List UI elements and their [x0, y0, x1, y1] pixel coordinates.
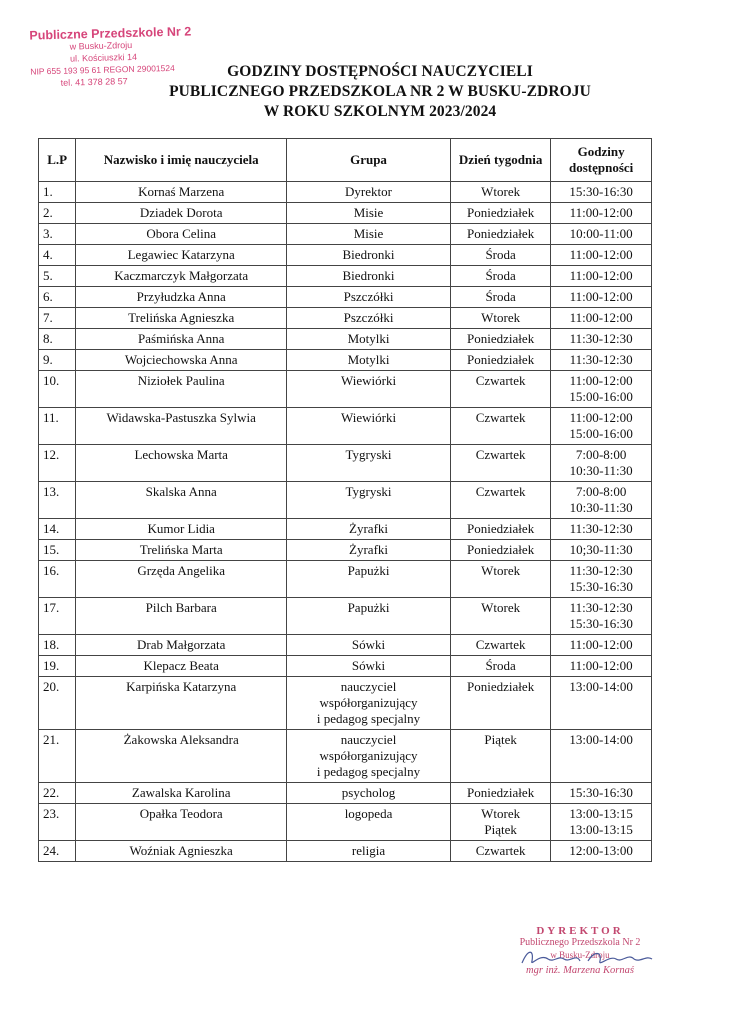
row-group [287, 329, 451, 350]
row-group [287, 561, 451, 598]
row-lp: 13. [39, 482, 76, 519]
row-group-line: i pedagog specjalny [316, 764, 421, 779]
header-lp: L.P [39, 139, 76, 182]
row-group-line: Papużki [347, 600, 390, 615]
row-group-line: współorganizujący [319, 748, 418, 763]
row-weekday [450, 371, 550, 408]
row-hours [551, 182, 652, 203]
row-hours-line: 11:00-12:00 [569, 658, 633, 673]
table-row [39, 598, 652, 635]
row-teacher-name: Przyłudzka Anna [76, 287, 287, 308]
row-hours-line: 12:00-13:00 [569, 843, 633, 858]
row-teacher-name: Grzęda Angelika [76, 561, 287, 598]
row-hours-line: 11:00-12:00 [569, 373, 633, 388]
row-hours-line: 13:00-14:00 [569, 732, 633, 747]
row-weekday [450, 245, 550, 266]
row-weekday [450, 266, 550, 287]
row-hours-line: 15:00-16:00 [569, 426, 633, 441]
row-hours [551, 266, 652, 287]
row-weekday-line: Poniedziałek [467, 331, 535, 346]
table-row [39, 182, 652, 203]
row-teacher-name: Niziołek Paulina [76, 371, 287, 408]
row-hours-line: 13:00-13:15 [569, 822, 633, 837]
row-hours-line: 15:00-16:00 [569, 389, 633, 404]
header-hours [551, 139, 652, 182]
row-hours [551, 841, 652, 862]
row-group-line: logopeda [344, 806, 393, 821]
table-row [39, 445, 652, 482]
row-group-line: Żyrafki [349, 521, 389, 536]
row-hours [551, 329, 652, 350]
row-weekday-line: Piątek [484, 822, 517, 837]
row-hours [551, 677, 652, 730]
row-group-line: Pszczółki [343, 289, 394, 304]
table-row [39, 561, 652, 598]
row-weekday [450, 804, 550, 841]
stamp-school-name: Publiczne Przedszkole Nr 2 [29, 24, 192, 43]
row-group [287, 540, 451, 561]
row-lp: 21. [39, 730, 76, 783]
row-group-line: Tygryski [345, 484, 392, 499]
row-teacher-name: Karpińska Katarzyna [76, 677, 287, 730]
row-group-line: religia [351, 843, 386, 858]
row-weekday-line: Czwartek [475, 410, 526, 425]
row-weekday-line: Wtorek [481, 563, 521, 578]
row-hours [551, 287, 652, 308]
row-group-line: Biedronki [342, 268, 395, 283]
row-weekday-line: Poniedziałek [467, 785, 535, 800]
row-hours [551, 203, 652, 224]
row-lp: 20. [39, 677, 76, 730]
row-hours-line: 11:00-12:00 [569, 310, 633, 325]
row-weekday-line: Poniedziałek [467, 521, 535, 536]
row-hours-line: 7:00-8:00 [575, 447, 627, 462]
row-weekday [450, 598, 550, 635]
row-group [287, 266, 451, 287]
header-group: Grupa [287, 139, 451, 182]
row-teacher-name: Kaczmarczyk Małgorzata [76, 266, 287, 287]
row-lp: 23. [39, 804, 76, 841]
row-teacher-name: Kumor Lidia [76, 519, 287, 540]
table-row [39, 730, 652, 783]
row-weekday-line: Środa [485, 247, 516, 262]
row-hours-line: 15:30-16:30 [569, 579, 633, 594]
row-hours [551, 561, 652, 598]
table-row [39, 350, 652, 371]
row-weekday-line: Wtorek [481, 806, 521, 821]
row-hours-line: 11:00-12:00 [569, 247, 633, 262]
row-group-line: Wiewiórki [340, 410, 397, 425]
row-hours [551, 519, 652, 540]
row-hours [551, 656, 652, 677]
stamp-nip-regon: NIP 655 193 95 61 REGON 29001524 [30, 62, 175, 77]
row-lp: 14. [39, 519, 76, 540]
row-group-line: nauczyciel [340, 732, 397, 747]
row-teacher-name: Paśmińska Anna [76, 329, 287, 350]
row-hours [551, 482, 652, 519]
row-weekday-line: Środa [485, 268, 516, 283]
row-teacher-name: Drab Małgorzata [76, 635, 287, 656]
row-weekday-line: Czwartek [475, 373, 526, 388]
header-hours-line-1: Godziny [577, 144, 625, 159]
row-teacher-name: Obora Celina [76, 224, 287, 245]
row-hours-line: 11:00-12:00 [569, 410, 633, 425]
row-teacher-name: Zawalska Karolina [76, 783, 287, 804]
row-weekday-line: Poniedziałek [467, 352, 535, 367]
row-group-line: Żyrafki [349, 542, 389, 557]
row-hours-line: 11:30-12:30 [569, 563, 633, 578]
row-weekday [450, 561, 550, 598]
row-hours-line: 11:30-12:30 [569, 521, 633, 536]
header-teacher-name: Nazwisko i imię nauczyciela [76, 139, 287, 182]
row-weekday [450, 841, 550, 862]
row-hours [551, 350, 652, 371]
row-hours [551, 540, 652, 561]
row-weekday [450, 482, 550, 519]
row-group [287, 519, 451, 540]
table-header-row [39, 139, 652, 182]
row-lp: 11. [39, 408, 76, 445]
row-lp: 9. [39, 350, 76, 371]
title-line-3: W ROKU SZKOLNYM 2023/2024 [263, 103, 497, 120]
row-hours-line: 11:00-12:00 [569, 205, 633, 220]
row-hours-line: 11:30-12:30 [569, 352, 633, 367]
table-row [39, 540, 652, 561]
row-weekday [450, 350, 550, 371]
table-body [39, 182, 652, 862]
row-group [287, 224, 451, 245]
title-line-2: PUBLICZNEGO PRZEDSZKOLA NR 2 W BUSKU-ZDROJU [169, 83, 591, 100]
row-group [287, 445, 451, 482]
director-stamp-school: Publicznego Przedszkola Nr 2 [519, 937, 641, 948]
row-hours-line: 10:00-11:00 [569, 226, 633, 241]
table-row [39, 203, 652, 224]
row-weekday [450, 203, 550, 224]
row-lp: 7. [39, 308, 76, 329]
row-weekday [450, 224, 550, 245]
row-lp: 17. [39, 598, 76, 635]
table-row [39, 519, 652, 540]
row-weekday [450, 329, 550, 350]
table-row [39, 841, 652, 862]
row-lp: 8. [39, 329, 76, 350]
row-weekday [450, 656, 550, 677]
row-group [287, 656, 451, 677]
row-weekday [450, 677, 550, 730]
row-weekday-line: Wtorek [481, 310, 521, 325]
row-group-line: Dyrektor [345, 184, 392, 199]
row-weekday-line: Poniedziałek [467, 226, 535, 241]
header-weekday: Dzień tygodnia [450, 139, 550, 182]
row-group [287, 677, 451, 730]
row-teacher-name: Kornaś Marzena [76, 182, 287, 203]
row-weekday-line: Wtorek [481, 600, 521, 615]
row-group [287, 482, 451, 519]
row-group-line: współorganizujący [319, 695, 418, 710]
table-row [39, 371, 652, 408]
row-weekday-line: Piątek [484, 732, 517, 747]
row-weekday-line: Czwartek [475, 843, 526, 858]
row-teacher-name: Dziadek Dorota [76, 203, 287, 224]
row-weekday [450, 445, 550, 482]
row-weekday [450, 635, 550, 656]
table-row [39, 408, 652, 445]
row-hours [551, 730, 652, 783]
row-teacher-name: Trelińska Agnieszka [76, 308, 287, 329]
row-group [287, 182, 451, 203]
row-teacher-name: Skalska Anna [76, 482, 287, 519]
row-hours-line: 7:00-8:00 [575, 484, 627, 499]
signature-scribble [518, 947, 658, 969]
row-teacher-name: Woźniak Agnieszka [76, 841, 287, 862]
row-lp: 16. [39, 561, 76, 598]
row-weekday [450, 783, 550, 804]
row-group [287, 841, 451, 862]
row-group-line: Biedronki [342, 247, 395, 262]
row-group [287, 245, 451, 266]
row-group-line: Tygryski [345, 447, 392, 462]
row-lp: 5. [39, 266, 76, 287]
row-group-line: i pedagog specjalny [316, 711, 421, 726]
row-group-line: Sówki [351, 637, 386, 652]
row-weekday [450, 540, 550, 561]
row-hours [551, 804, 652, 841]
director-stamp-title: DYREKTOR [536, 925, 624, 937]
row-hours-line: 11:00-12:00 [569, 268, 633, 283]
row-lp: 19. [39, 656, 76, 677]
row-lp: 1. [39, 182, 76, 203]
availability-table [38, 138, 652, 862]
row-lp: 22. [39, 783, 76, 804]
row-hours [551, 308, 652, 329]
row-hours-line: 15:30-16:30 [569, 616, 633, 631]
row-group [287, 350, 451, 371]
row-hours-line: 10:30-11:30 [569, 463, 633, 478]
row-hours-line: 15:30-16:30 [569, 785, 633, 800]
row-group-line: Misie [353, 205, 384, 220]
table-row [39, 482, 652, 519]
row-group-line: Wiewiórki [340, 373, 397, 388]
row-weekday-line: Czwartek [475, 447, 526, 462]
row-teacher-name: Wojciechowska Anna [76, 350, 287, 371]
table-row [39, 783, 652, 804]
row-group [287, 287, 451, 308]
row-weekday [450, 182, 550, 203]
row-weekday-line: Środa [485, 289, 516, 304]
row-weekday-line: Czwartek [475, 484, 526, 499]
row-hours [551, 598, 652, 635]
stamp-city: w Busku-Zdroju [69, 39, 133, 52]
row-hours-line: 10;30-11:30 [569, 542, 633, 557]
row-lp: 10. [39, 371, 76, 408]
row-lp: 12. [39, 445, 76, 482]
row-hours-line: 11:00-12:00 [569, 637, 633, 652]
row-hours-line: 11:30-12:30 [569, 331, 633, 346]
table-row [39, 224, 652, 245]
row-teacher-name: Trelińska Marta [76, 540, 287, 561]
row-hours [551, 245, 652, 266]
title-line-1: GODZINY DOSTĘPNOŚCI NAUCZYCIELI [227, 63, 533, 80]
table-row [39, 245, 652, 266]
row-group-line: Sówki [351, 658, 386, 673]
row-hours [551, 445, 652, 482]
table-row [39, 287, 652, 308]
row-weekday-line: Wtorek [481, 184, 521, 199]
row-weekday [450, 287, 550, 308]
row-lp: 6. [39, 287, 76, 308]
row-hours-line: 13:00-13:15 [569, 806, 633, 821]
row-group [287, 308, 451, 329]
row-weekday-line: Czwartek [475, 637, 526, 652]
row-lp: 2. [39, 203, 76, 224]
table-row [39, 266, 652, 287]
row-teacher-name: Widawska-Pastuszka Sylwia [76, 408, 287, 445]
row-teacher-name: Klepacz Beata [76, 656, 287, 677]
table-row [39, 308, 652, 329]
row-weekday-line: Poniedziałek [467, 205, 535, 220]
row-group-line: Papużki [347, 563, 390, 578]
table-row [39, 677, 652, 730]
row-lp: 3. [39, 224, 76, 245]
row-hours [551, 408, 652, 445]
document-title [100, 62, 660, 122]
row-weekday [450, 408, 550, 445]
row-teacher-name: Pilch Barbara [76, 598, 287, 635]
row-hours [551, 224, 652, 245]
row-group [287, 598, 451, 635]
director-stamp-city: w Busku-Zdroju [550, 950, 610, 960]
row-group-line: nauczyciel [340, 679, 397, 694]
row-group-line: Misie [353, 226, 384, 241]
table-row [39, 329, 652, 350]
table-row [39, 804, 652, 841]
row-hours-line: 11:00-12:00 [569, 289, 633, 304]
row-lp: 18. [39, 635, 76, 656]
table-row [39, 656, 652, 677]
row-teacher-name: Opałka Teodora [76, 804, 287, 841]
row-hours-line: 10:30-11:30 [569, 500, 633, 515]
stamp-phone: tel. 41 378 28 57 [60, 76, 128, 88]
header-hours-line-2: dostępności [568, 160, 634, 175]
row-weekday [450, 519, 550, 540]
row-hours [551, 783, 652, 804]
row-teacher-name: Lechowska Marta [76, 445, 287, 482]
row-group-line: psycholog [341, 785, 396, 800]
row-lp: 24. [39, 841, 76, 862]
row-weekday-line: Środa [485, 658, 516, 673]
row-group [287, 371, 451, 408]
row-hours-line: 15:30-16:30 [569, 184, 633, 199]
row-group-line: Motylki [347, 331, 390, 346]
table-row [39, 635, 652, 656]
row-teacher-name: Legawiec Katarzyna [76, 245, 287, 266]
stamp-street: ul. Kościuszki 14 [69, 51, 138, 64]
row-group [287, 783, 451, 804]
row-hours-line: 11:30-12:30 [569, 600, 633, 615]
row-hours [551, 371, 652, 408]
row-weekday [450, 308, 550, 329]
row-hours [551, 635, 652, 656]
row-weekday-line: Poniedziałek [467, 542, 535, 557]
row-group [287, 804, 451, 841]
row-hours-line: 13:00-14:00 [569, 679, 633, 694]
row-group-line: Motylki [347, 352, 390, 367]
row-group [287, 203, 451, 224]
row-weekday [450, 730, 550, 783]
row-group [287, 730, 451, 783]
row-teacher-name: Żakowska Aleksandra [76, 730, 287, 783]
row-group [287, 635, 451, 656]
director-stamp-name: mgr inż. Marzena Kornaś [526, 965, 634, 976]
row-lp: 15. [39, 540, 76, 561]
row-weekday-line: Poniedziałek [467, 679, 535, 694]
row-lp: 4. [39, 245, 76, 266]
row-group [287, 408, 451, 445]
row-group-line: Pszczółki [343, 310, 394, 325]
